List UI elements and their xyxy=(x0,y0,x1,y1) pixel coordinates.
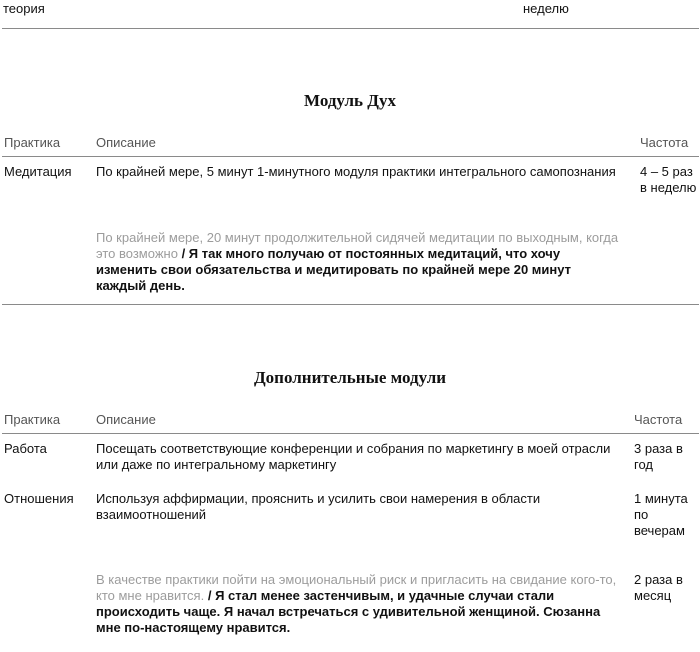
spirit-row-description-2 xyxy=(96,230,624,294)
additional-header-frequency: Частота xyxy=(634,412,683,427)
description-reflection-text: / Я стал менее застенчивым, и удачные случаи стали происходить чаще. Я начал встречаться с удивительной женщиной. Сюзанна мне по-настоящему нравится. xyxy=(96,588,601,635)
additional-row-description-3 xyxy=(96,572,621,636)
spirit-header-frequency: Частота xyxy=(640,135,689,150)
spirit-table-bottom-divider xyxy=(2,304,699,305)
spirit-module-title: Модуль Дух xyxy=(304,91,396,110)
description-plan-text: По крайней мере, 20 минут продолжительной сидячей медитации по выходным, когда это возможно xyxy=(96,230,619,261)
additional-row-frequency-3: 2 раза в месяц xyxy=(634,572,683,603)
spirit-header-practice: Практика xyxy=(4,135,61,150)
spirit-row-practice: Медитация xyxy=(4,164,72,179)
additional-row-frequency-2: 1 минута по вечерам xyxy=(634,491,688,538)
spirit-header-description: Описание xyxy=(96,135,156,150)
additional-modules-title: Дополнительные модули xyxy=(253,368,447,387)
spirit-row-description: По крайней мере, 5 минут 1-минутного модуля практики интегрального самопознания xyxy=(96,164,616,179)
prev-table-frequency-cell: неделю xyxy=(523,1,569,16)
additional-header-description: Описание xyxy=(96,412,156,427)
description-reflection-text: / Я так много получаю от постоянных медитаций, что хочу изменить свои обязательства и медитировать по крайней мере 20 минут каждый день. xyxy=(96,246,572,293)
divider xyxy=(2,28,699,29)
additional-row-frequency: 3 раза в год xyxy=(634,441,683,472)
additional-row-practice-2: Отношения xyxy=(4,491,74,506)
additional-row-description: Посещать соответствующие конференции и собрания по маркетингу в моей отрасли или даже по интегральному маркетингу xyxy=(96,441,611,472)
description-plan-text: В качестве практики пойти на эмоциональный риск и пригласить на свидание кого-то, кто мне нравится. xyxy=(96,572,617,603)
prev-table-practice-cell: теория xyxy=(3,1,45,16)
spirit-row-frequency: 4 – 5 раз в неделю xyxy=(640,164,697,195)
additional-row-description-2: Используя аффирмации, прояснить и усилить свои намерения в области взаимоотношений xyxy=(96,491,541,522)
spirit-header-divider xyxy=(2,156,699,157)
additional-header-divider xyxy=(2,433,699,434)
additional-row-practice: Работа xyxy=(4,441,47,456)
additional-header-practice: Практика xyxy=(4,412,61,427)
